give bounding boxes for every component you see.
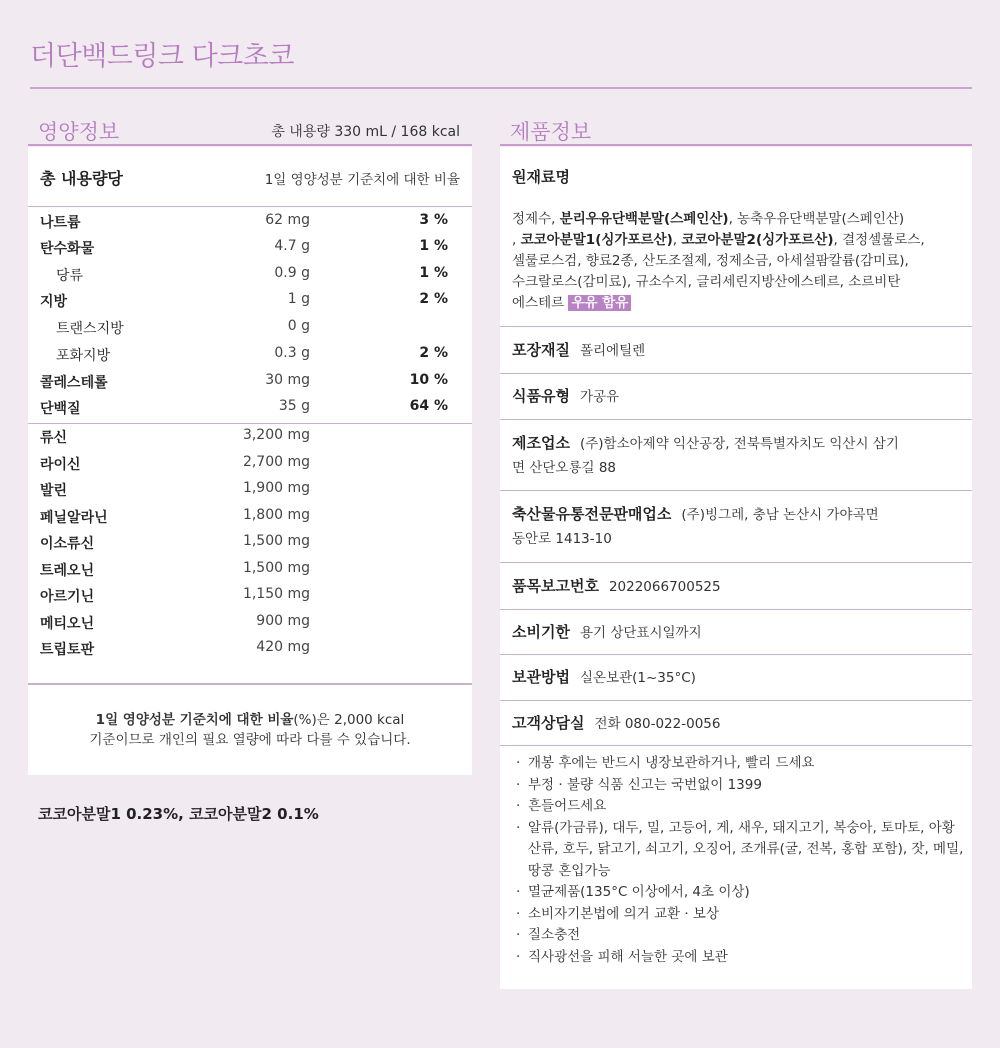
note-item: · 소비자기본법에 의거 교환 · 보상 xyxy=(514,904,964,926)
amino-name: 트립토판 xyxy=(40,642,95,658)
amino-name: 페닐알라닌 xyxy=(40,510,108,526)
amino-row xyxy=(28,556,472,582)
ingredients-row xyxy=(500,147,972,327)
nutrition-heading: 영양정보 xyxy=(38,120,120,144)
amino-name: 트레오닌 xyxy=(40,563,95,579)
note-rest: (%)은 2,000 kcal xyxy=(293,712,405,728)
note-bold: 1일 영양성분 기준치에 대한 비율 xyxy=(95,712,294,728)
nutrient-row xyxy=(28,394,472,420)
nutrient-amount: 35 g xyxy=(278,398,310,414)
amino-row xyxy=(28,609,472,635)
distributor-value-1: (주)빙그레, 충남 논산시 가야곡면 xyxy=(681,507,879,523)
manufacturer-label: 제조업소 xyxy=(512,434,570,452)
milk-allergen-badge: 우유 함유 xyxy=(568,295,631,311)
per-total-label: 총 내용량당 xyxy=(40,169,123,188)
food-type-row xyxy=(500,374,972,420)
report-number-label: 품목보고번호 xyxy=(512,577,599,595)
nutrient-name: 단백질 xyxy=(40,401,81,417)
nutrient-amount: 62 mg xyxy=(265,212,310,228)
ingredients-line-2 xyxy=(512,230,925,251)
nutrient-row xyxy=(28,234,472,260)
customer-service-label: 고객상담실 xyxy=(512,714,585,732)
ing-line-3: 셀룰로스검, 향료2종, 산도조절제, 정제소금, 아세설팜칼륨(감미료), xyxy=(512,253,909,269)
nutrient-percent: 3 % xyxy=(419,212,448,228)
nutrient-percent: 2 % xyxy=(419,345,448,361)
product-header xyxy=(500,116,972,146)
amino-row xyxy=(28,582,472,608)
packaging-value: 폴리에틸렌 xyxy=(579,343,646,359)
distributor-row xyxy=(500,491,972,563)
manufacturer-row xyxy=(500,420,972,491)
nutrient-percent: 2 % xyxy=(419,291,448,307)
customer-service-row xyxy=(500,701,972,746)
product-info-table xyxy=(500,147,972,989)
amino-amount: 900 mg xyxy=(256,613,310,629)
manufacturer-value-1: (주)함소아제약 익산공장, 전북특별자치도 익산시 삼기 xyxy=(579,436,899,452)
storage-row xyxy=(500,655,972,701)
nutrition-table-header xyxy=(28,147,472,207)
nutrient-row xyxy=(28,287,472,313)
customer-service-value: 전화 080-022-0056 xyxy=(594,716,721,732)
nutrition-note xyxy=(28,685,472,775)
ingredients-label: 원재료명 xyxy=(512,168,570,186)
nutrient-name: 포화지방 xyxy=(56,348,111,364)
ingredients-line-3 xyxy=(512,251,909,272)
caution-notes xyxy=(514,753,964,968)
storage-label: 보관방법 xyxy=(512,668,570,686)
food-type-value: 가공유 xyxy=(579,389,620,405)
cocoa-content: 코코아분말1 0.23%, 코코아분말2 0.1% xyxy=(38,805,319,823)
nutrient-row xyxy=(28,314,472,340)
amino-name: 메티오닌 xyxy=(40,616,95,632)
ingredients-line-1 xyxy=(512,209,904,230)
amino-row xyxy=(28,476,472,502)
amino-amount: 1,900 mg xyxy=(242,480,310,496)
amino-row xyxy=(28,503,472,529)
title-divider xyxy=(30,87,972,89)
amino-name: 라이신 xyxy=(40,457,81,473)
nutrient-amount: 1 g xyxy=(287,291,310,307)
amino-amount: 2,700 mg xyxy=(242,454,310,470)
nutrient-name: 나트륨 xyxy=(40,215,81,231)
nutrient-percent: 64 % xyxy=(409,398,448,414)
nutrition-header xyxy=(28,116,472,146)
amino-amount: 1,800 mg xyxy=(242,507,310,523)
expiry-value: 용기 상단표시일까지 xyxy=(579,625,702,641)
note-item: · 멸균제품(135°C 이상에서, 4초 이상) xyxy=(514,882,964,904)
nutrient-amount: 0.9 g xyxy=(274,265,310,281)
nutrient-row xyxy=(28,341,472,367)
nutrient-amount: 30 mg xyxy=(265,372,310,388)
amino-amount: 1,500 mg xyxy=(242,560,310,576)
nutrient-name: 당류 xyxy=(56,268,84,284)
manufacturer-value-2: 면 산단오룡길 88 xyxy=(512,460,617,476)
nutrient-amount: 0 g xyxy=(287,318,310,334)
note-item: · 알류(가금류), 대두, 밀, 고등어, 게, 새우, 돼지고기, 복숭아, 토마토, 아황산류, 호두, 닭고기, 쇠고기, 오징어, 조개류(굴, 전복, 홍합 포함), 잣, 메밀, 땅콩 혼입가능 xyxy=(514,818,964,883)
amino-amount: 1,500 mg xyxy=(242,533,310,549)
note-item: · 개봉 후에는 반드시 냉장보관하거나, 빨리 드세요 xyxy=(514,753,964,775)
nutrient-name: 탄수화물 xyxy=(40,241,95,257)
packaging-label: 포장재질 xyxy=(512,341,570,359)
nutrient-row xyxy=(28,368,472,394)
nutrient-name: 트랜스지방 xyxy=(56,321,124,337)
product-heading: 제품정보 xyxy=(510,120,592,144)
page-title: 더단백드링크 다크초코 xyxy=(30,41,294,72)
expiry-label: 소비기한 xyxy=(512,623,570,641)
amino-amount: 420 mg xyxy=(256,639,310,655)
ing-line-5: 에스테르 xyxy=(512,295,565,311)
ing-line-1: 정제수, 분리우유단백분말(스페인산), 농축우유단백분말(스페인산) xyxy=(512,211,905,227)
food-type-label: 식품유형 xyxy=(512,387,570,405)
note-item: · 질소충전 xyxy=(514,925,964,947)
amino-name: 이소류신 xyxy=(40,536,95,552)
expiry-row xyxy=(500,610,972,655)
ingredients-line-5 xyxy=(512,293,631,314)
nutrient-name: 지방 xyxy=(40,294,68,310)
nutrient-row xyxy=(28,208,472,234)
nutrient-percent: 1 % xyxy=(419,238,448,254)
amino-amount: 1,150 mg xyxy=(242,586,310,602)
note-item: · 흔들어드세요 xyxy=(514,796,964,818)
note-line2: 기준이므로 개인의 필요 열량에 따라 다를 수 있습니다. xyxy=(89,732,411,748)
amino-name: 아르기닌 xyxy=(40,589,95,605)
ing-line-4: 수크랄로스(감미료), 규소수지, 글리세린지방산에스테르, 소르비탄 xyxy=(512,274,901,290)
storage-value: 실온보관(1~35°C) xyxy=(579,670,696,686)
amino-row xyxy=(28,423,472,449)
amino-name: 발린 xyxy=(40,483,68,499)
nutrient-row xyxy=(28,261,472,287)
nutrition-table xyxy=(28,147,472,685)
nutrient-percent: 1 % xyxy=(419,265,448,281)
amino-row xyxy=(28,450,472,476)
report-number-value: 2022066700525 xyxy=(608,579,721,595)
ing-line-2: , 코코아분말1(싱가포르산), 코코아분말2(싱가포르산), 결정셀룰로스, xyxy=(512,232,925,248)
distributor-value-2: 동안로 1413-10 xyxy=(512,531,612,547)
nutrient-amount: 0.3 g xyxy=(274,345,310,361)
report-number-row xyxy=(500,563,972,610)
note-item: · 직사광선을 피해 서늘한 곳에 보관 xyxy=(514,947,964,969)
amino-row xyxy=(28,529,472,555)
note-item: · 부정 · 불량 식품 신고는 국번없이 1399 xyxy=(514,775,964,797)
daily-ratio-label: 1일 영양성분 기준치에 대한 비율 xyxy=(264,172,460,188)
amino-row xyxy=(28,635,472,661)
packaging-row xyxy=(500,327,972,374)
total-content: 총 내용량 330 mL / 168 kcal xyxy=(271,124,460,140)
distributor-label: 축산물유통전문판매업소 xyxy=(512,505,672,523)
nutrient-name: 콜레스테롤 xyxy=(40,375,108,391)
nutrient-amount: 4.7 g xyxy=(274,238,310,254)
amino-name: 류신 xyxy=(40,430,68,446)
amino-amount: 3,200 mg xyxy=(242,427,310,443)
ingredients-line-4 xyxy=(512,272,900,293)
nutrient-percent: 10 % xyxy=(409,372,448,388)
